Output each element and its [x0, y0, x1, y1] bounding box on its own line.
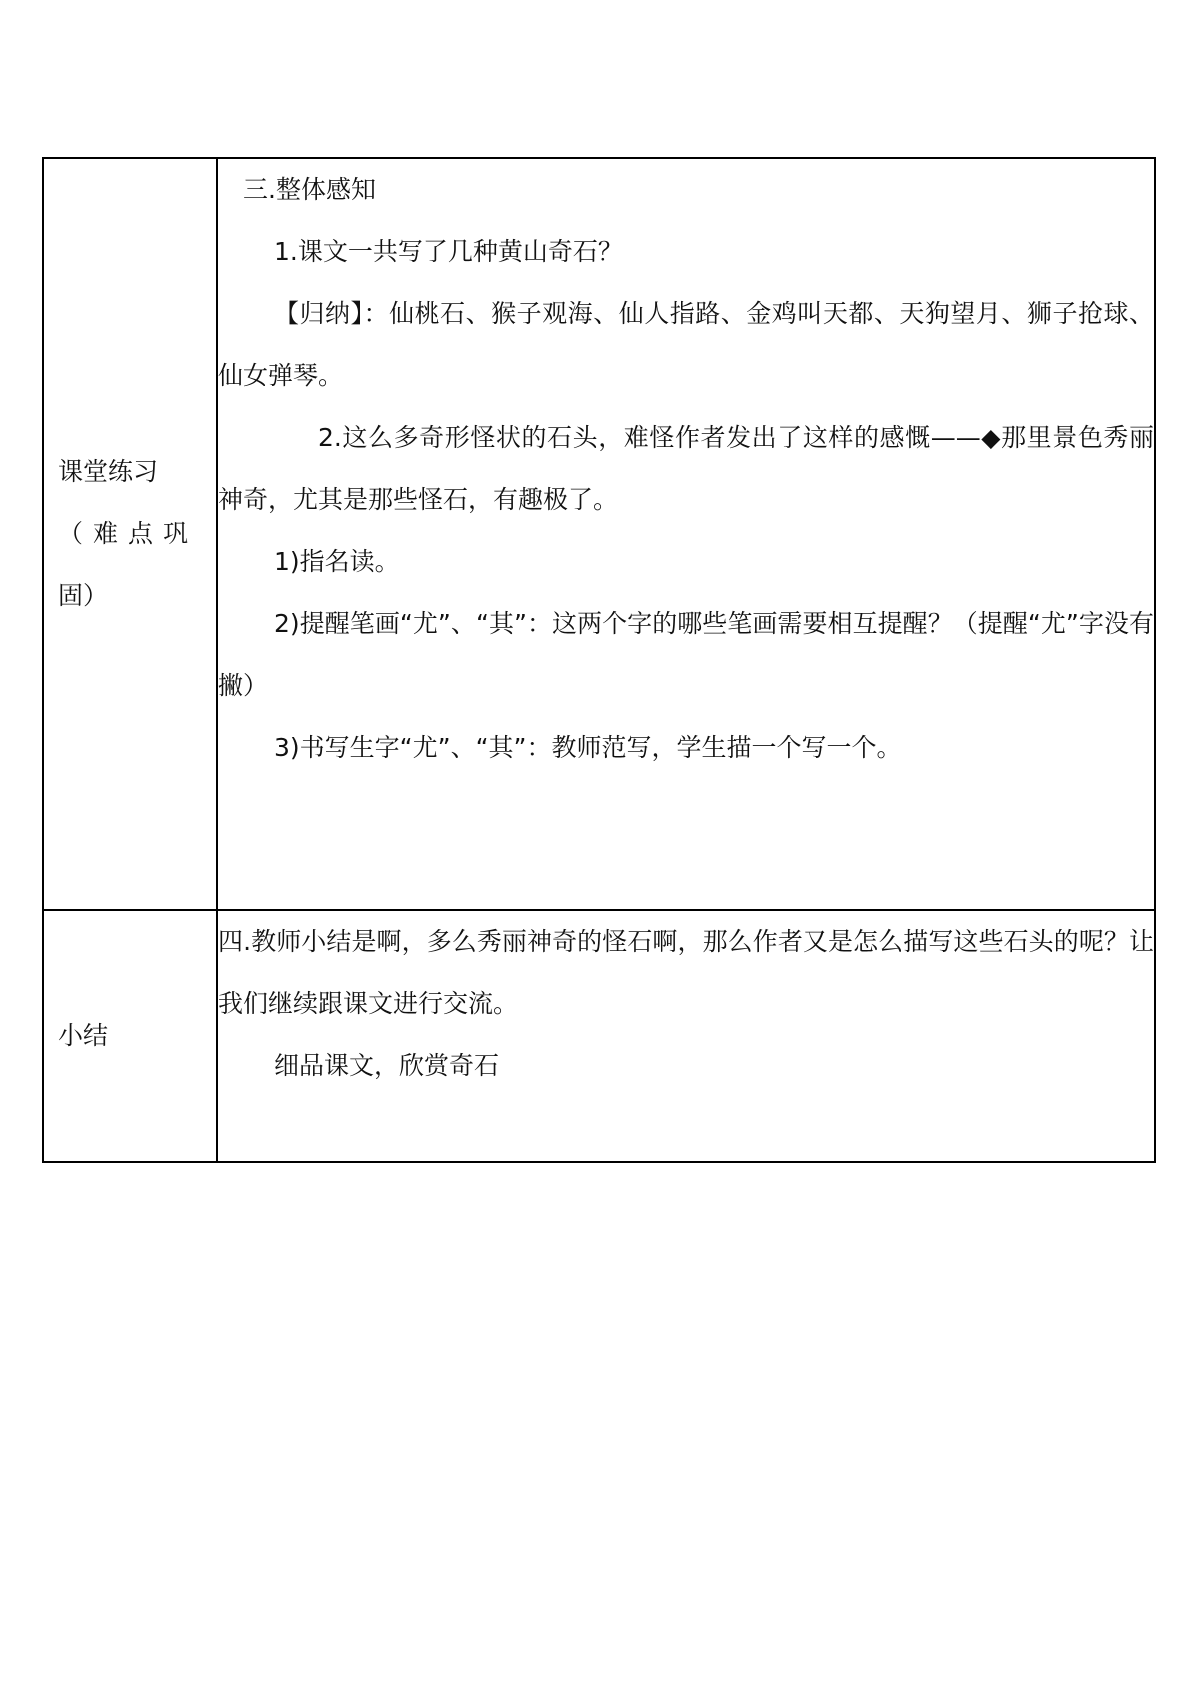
- step-1: 1)指名读。: [274, 547, 400, 576]
- summary-row: [43, 910, 1155, 1162]
- summary-label: 小结: [58, 1021, 109, 1050]
- summary-label-cell: [43, 910, 217, 1162]
- practice-content-cell: [217, 158, 1155, 910]
- question-1: 1.课文一共写了几种黄山奇石？: [274, 237, 623, 266]
- practice-label-line2: （难点巩: [58, 519, 199, 548]
- summary-text: 仙桃石、猴子观海、仙人指路、金鸡叫天都、天狗望月、狮子抢球、仙女弹琴。: [218, 299, 1154, 390]
- question-2: 2.这么多奇形怪状的石头，难怪作者发出了这样的感慨——◆那里景色秀丽神奇，尤其是那些怪石，有趣极了。: [218, 423, 1154, 514]
- summary-content-cell: [217, 910, 1155, 1162]
- practice-label-line3: 固）: [58, 581, 109, 610]
- summary-paragraph: [218, 283, 1154, 407]
- lesson-plan-table: [42, 157, 1156, 1163]
- summary-tag: 【归纳】：: [274, 299, 390, 328]
- step-2: 2)提醒笔画“尤”、“其”：这两个字的哪些笔画需要相互提醒？（提醒“尤”字没有撇）: [218, 609, 1154, 700]
- section-title: 三.整体感知: [243, 175, 376, 204]
- step-3: 3)书写生字“尤”、“其”：教师范写，学生描一个写一个。: [274, 733, 902, 762]
- practice-row: [43, 158, 1155, 910]
- practice-label-line1: 课堂练习: [58, 457, 159, 486]
- practice-label-cell: [43, 158, 217, 910]
- teacher-summary: 四.教师小结是啊，多么秀丽神奇的怪石啊，那么作者又是怎么描写这些石头的呢？让我们继续跟课文进行交流。: [218, 927, 1154, 1018]
- next-activity: 细品课文，欣赏奇石: [274, 1051, 500, 1080]
